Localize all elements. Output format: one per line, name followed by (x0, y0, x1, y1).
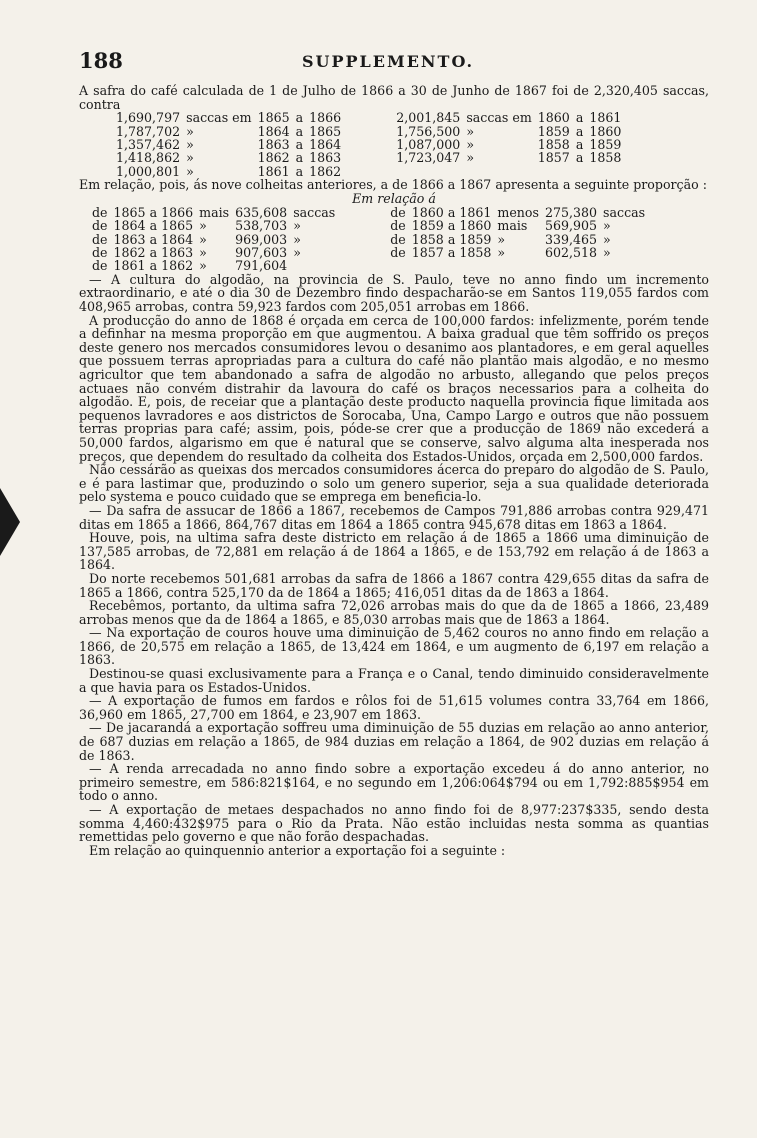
table-cell: de (92, 231, 108, 247)
table-cell: » (186, 123, 194, 139)
table-cell: 1863 (309, 150, 342, 166)
table-cell: saccas em (186, 110, 252, 126)
table-cell: 1,000,801 (116, 163, 181, 179)
body-paragraph: — A exportação de fumos em fardos e rôlos foi de 51,615 volumes contra 33,764 em 1866, 36,960 em 1865, 27,700 em 1864, e 23,907 em 1863. (79, 693, 709, 722)
table-cell: a (295, 123, 304, 139)
table-cell: » (199, 245, 207, 261)
body-paragraph: — A renda arrecadada no anno findo sobre a exportação excedeu á do anno anterior, no primeiro semestre, em 586:821$164, e no segundo em 1,206:064$794 ou em 1,792:885$954 em todo o anno. (79, 761, 709, 804)
body-paragraph: Recebêmos, portanto, da ultima safra 72,026 arrobas mais do que da de 1865 a 1866, 23,489 arrobas menos que da de 1864 a 1865, e 85,030 arrobas mais que de 1863 a 1864. (79, 598, 709, 627)
table-cell: 1858 (537, 137, 570, 152)
coffee-harvest-table (113, 111, 624, 178)
table-cell: » (293, 218, 301, 234)
table-cell: 1864 (257, 123, 290, 139)
table-cell: 969,003 (235, 231, 288, 247)
body-paragraph: — A exportação de metaes despachados no anno findo foi de 8,977:237$335, sendo desta somma 4,460:432$975 para o Rio da Prata. Não estão incluidas nesta somma as quantias remettidas pelo governo e que não forão despachadas. (79, 802, 709, 845)
table-cell (338, 259, 409, 272)
table-cell: 1859 (537, 123, 570, 139)
table-cell: » (199, 231, 207, 247)
body-paragraph: — Na exportação de couros houve uma diminuição de 5,462 couros no anno findo em relação a 1866, de 20,575 em relação a 1865, de 13,424 em 1864, e um augmento de 6,197 em relação a 1863. (79, 625, 709, 668)
page-number: 188 (79, 48, 123, 73)
table-cell (586, 165, 624, 178)
table-cell: 1858 (589, 150, 622, 166)
table-cell (573, 165, 587, 178)
table-cell: » (466, 123, 475, 139)
table-row (113, 138, 624, 151)
table-cell: 2,001,845 (396, 110, 461, 126)
table-row (113, 111, 624, 124)
table-row (89, 233, 648, 246)
table-cell: a (295, 150, 304, 166)
table-cell: 1858 a 1859 (411, 231, 492, 247)
body-paragraph: — Da safra de assucar de 1866 a 1867, recebemos de Campos 791,886 arrobas contra 929,471 ditas em 1865 a 1866, 864,767 ditas em 1864 a 1865 contra 945,678 ditas em 1863 a 1864. (79, 502, 709, 532)
body-paragraph: Houve, pois, na ultima safra deste districto em relação á de 1865 a 1866 uma diminuição de 137,585 arrobas, de 72,881 em relação á de 1864 a 1865, e de 153,792 em relação á de 1863 a 1864. (79, 530, 709, 573)
body-paragraph: Destinou-se quasi exclusivamente para a França e o Canal, tendo diminuido consideravelmente a que havia para os Estados-Unidos. (79, 666, 709, 695)
table-cell: » (186, 150, 194, 166)
table-cell (290, 259, 338, 272)
table-cell: 1,787,702 (116, 123, 181, 139)
table-cell: a (295, 163, 304, 179)
table-cell: saccas (293, 204, 336, 220)
table-cell: » (186, 137, 194, 152)
table-cell: a (575, 110, 584, 126)
table-cell: » (293, 245, 301, 261)
table-cell: 538,703 (235, 218, 288, 234)
table-cell: » (466, 137, 475, 152)
table-row (89, 259, 648, 272)
table-cell (535, 165, 573, 178)
table-cell: 1857 a 1858 (411, 245, 492, 261)
table-cell: 569,905 (544, 218, 598, 234)
running-title: SUPPLEMENTO. (301, 52, 475, 71)
table-cell: 1864 (309, 137, 342, 152)
margin-mark (0, 488, 20, 556)
table-cell: » (186, 163, 194, 179)
body-paragraph: — A cultura do algodão, na provincia de S. Paulo, teve no anno findo um incremento extraordinario, e até o dia 30 de Dezembro findo despacharão-se em Santos 119,055 fardos com 408,965 arrobas, contra 59,923 fardos com 205,051 arrobas em 1866. (79, 271, 709, 315)
table-cell: de (92, 204, 108, 220)
table-cell: de (92, 258, 108, 274)
table-cell: 907,603 (235, 245, 288, 261)
intro-paragraph: A safra do café calculada de 1 de Julho de 1866 a 30 de Junho de 1867 foi de 2,320,405 saccas, contra (79, 83, 709, 112)
table-cell: menos (497, 204, 539, 220)
table-row (113, 151, 624, 164)
table-cell: de (390, 204, 406, 220)
table-row (89, 219, 648, 232)
table-cell (463, 165, 534, 178)
table-cell: » (603, 218, 611, 234)
table-cell: » (603, 231, 611, 247)
table-cell: 1,756,500 (396, 123, 461, 139)
table-cell: saccas em (466, 110, 532, 126)
table-cell: 791,604 (235, 258, 288, 274)
body-paragraph: Em relação ao quinquennio anterior a exportação foi a seguinte : (89, 842, 506, 858)
table-cell (542, 259, 600, 272)
table-cell: 1857 (537, 150, 570, 166)
body-paragraph: Não cessárão as queixas dos mercados consumidores ácerca do preparo do algodão de S. Paulo, e é para lastimar que, produzindo o solo um genero superior, seja a sua qualidade deteriorada pelo systema e pouco cuidado que se emprega em beneficia-lo. (79, 462, 709, 505)
body-paragraphs (79, 273, 709, 858)
table-cell: 275,380 (544, 204, 598, 220)
table-cell: 1863 (257, 137, 290, 152)
table-cell: a (295, 137, 304, 152)
table-cell: » (497, 245, 506, 261)
relation-paragraph: Em relação, pois, ás nove colheitas anteriores, a de 1866 a 1867 apresenta a seguinte proporção : (79, 177, 707, 193)
table-cell: » (466, 150, 475, 166)
table-cell: 1,357,462 (116, 137, 181, 152)
table-cell: de (92, 245, 108, 261)
relation-caption: Em relação á (352, 190, 436, 206)
table-cell: 339,465 (544, 231, 598, 247)
table-cell: a (575, 150, 584, 166)
table-cell: 1860 (589, 123, 622, 139)
table-row (113, 125, 624, 138)
table-cell (600, 259, 648, 272)
table-cell: 1860 a 1861 (411, 204, 492, 220)
table-cell: » (199, 258, 207, 274)
table-cell: » (199, 218, 207, 234)
table-cell: 1864 a 1865 (113, 218, 194, 234)
table-cell: 1,418,862 (116, 150, 181, 166)
body-paragraph: — De jacarandá a exportação soffreu uma diminuição de 55 duzias em relação ao anno anterior, de 687 duzias em relação a 1865, de 984 duzias em relação a 1864, de 902 duzias em relação á de 1863. (79, 720, 709, 763)
table-cell: » (293, 231, 301, 247)
coffee-section (79, 84, 709, 857)
table-cell: 1866 (309, 110, 342, 126)
table-cell: 1865 (309, 123, 342, 139)
body-paragraph: Do norte recebemos 501,681 arrobas da safra de 1866 a 1867 contra 429,655 ditas da safra de 1865 a 1866, contra 525,170 da de 1864 a 1865; 416,051 ditas da de 1863 a 1864. (79, 570, 709, 600)
table-row (113, 165, 624, 178)
table-cell: 1861 (589, 110, 622, 126)
table-cell: 1860 (537, 110, 570, 126)
table-cell: saccas (603, 204, 646, 220)
table-cell: 1,087,000 (396, 137, 461, 152)
table-cell (409, 259, 495, 272)
table-cell: 1862 (257, 150, 290, 166)
table-cell: » (603, 245, 611, 261)
table-cell: 1862 (309, 163, 342, 179)
table-cell: 1,690,797 (116, 110, 181, 126)
table-cell (494, 259, 542, 272)
relation-table (89, 206, 648, 273)
table-cell: de (390, 231, 406, 247)
table-cell: 1862 a 1863 (113, 245, 194, 261)
table-cell: mais (497, 218, 528, 234)
table-cell: 1865 (257, 110, 290, 126)
page-header (79, 48, 697, 72)
table-cell: 602,518 (544, 245, 598, 261)
table-row (89, 206, 648, 219)
table-cell: de (390, 218, 406, 234)
table-cell: 1865 a 1866 (113, 204, 194, 220)
table-cell (344, 165, 463, 178)
table-row (89, 246, 648, 259)
table-cell: 1859 (589, 137, 622, 152)
table-cell: 1863 a 1864 (113, 231, 194, 247)
table-cell: 1859 a 1860 (411, 218, 492, 234)
table-cell: a (295, 110, 304, 126)
table-cell: 1861 (257, 163, 290, 179)
table-cell: de (390, 245, 406, 261)
table-cell: 1861 a 1862 (113, 258, 194, 274)
table-cell: 1,723,047 (396, 150, 461, 166)
table-cell: mais (199, 204, 230, 220)
table-cell: de (92, 218, 108, 234)
table-cell: a (575, 137, 584, 152)
body-paragraph: A producção do anno de 1868 é orçada em cerca de 100,000 fardos: infelizmente, porém tende a definhar na mesma proporção em que augmentou. A baixa gradual que têm soffrido os preços deste genero nos mercados consumidores levou o desanimo aos plantadores, e em geral aquelles que possuem terras apropriadas para a cultura do café não plantão mais algodão, e no mesmo agricultor que tem abandonado a safra de algodão no arbusto, allegando que pelos preços actuaes não convém distrahir da lavoura do café os braços necessarios para a colheita do algodão. E, pois, de receiar que a plantação deste producto naquella provincia fique limitada aos pequenos lavradores e aos districtos de Sorocaba, Una, Campo Largo e outros que não possuem terras proprias para café; assim, pois, póde-se crer que a producção de 1869 não excederá a 50,000 fardos, algarismo em que é natural que se conserve, salvo alguma alta inesperada nos preços, que dependem do resultado da colheita dos Estados-Unidos, orçada em 2,500,000 fardos. (79, 312, 709, 464)
table-cell: » (497, 231, 506, 247)
table-cell: 635,608 (235, 204, 288, 220)
table-cell: a (575, 123, 584, 139)
